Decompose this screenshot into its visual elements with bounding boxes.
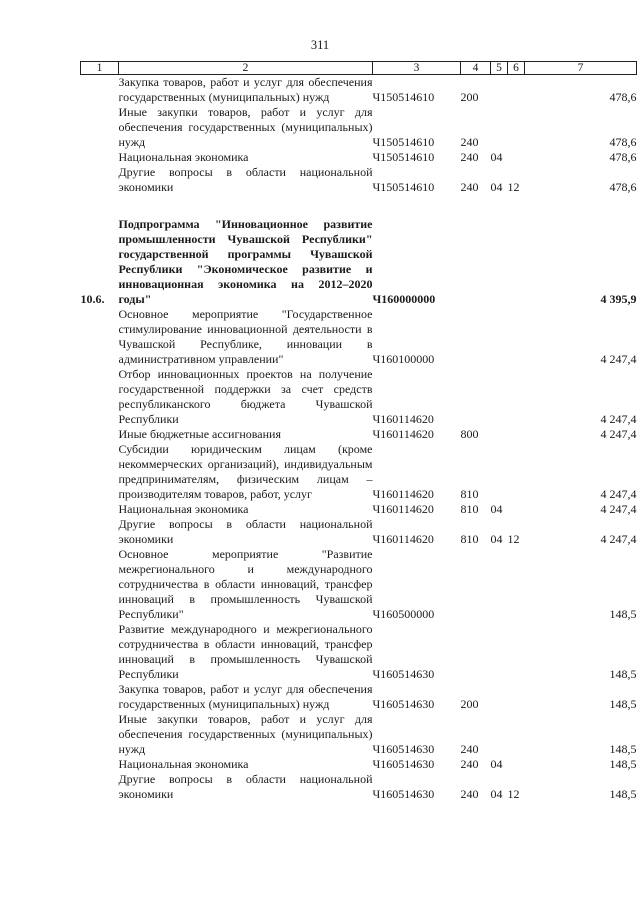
expense-type: 240 <box>460 135 479 149</box>
amount: 478,6 <box>609 90 637 104</box>
section <box>491 217 508 307</box>
amount: 4 247,4 <box>600 502 637 516</box>
table-row <box>81 502 637 517</box>
target-code: Ч160000000 <box>372 292 436 306</box>
target-code: Ч150514610 <box>372 135 435 149</box>
section <box>491 307 508 367</box>
item-name: Иные закупки товаров, работ и услуг для обеспечения государственных (муниципальных) нужд <box>118 712 373 756</box>
expense-type: 240 <box>460 742 479 756</box>
expense-type: 200 <box>460 697 479 711</box>
section <box>491 427 508 442</box>
table-row <box>81 75 637 106</box>
subsection: 12 <box>507 532 520 546</box>
expense-type: 810 <box>460 502 479 516</box>
target-code: Ч160114620 <box>372 532 434 546</box>
item-number <box>81 105 119 150</box>
target-code: Ч150514610 <box>372 90 435 104</box>
item-number <box>81 165 119 195</box>
subsection <box>508 757 525 772</box>
amount: 4 247,4 <box>600 352 637 366</box>
section <box>491 75 508 106</box>
section <box>491 622 508 682</box>
amount: 148,5 <box>609 742 637 756</box>
subsection: 12 <box>507 787 520 801</box>
column-header: 5 <box>491 62 508 75</box>
table-row <box>81 442 637 502</box>
item-name: Основное мероприятие "Развитие межрегионального и международного сотрудничества в области инноваций, трансфер инноваций в промышленность Чувашской Республики" <box>118 547 373 621</box>
column-header: 3 <box>373 62 461 75</box>
section: 04 <box>490 180 503 194</box>
table-row <box>81 757 637 772</box>
item-number: 10.6. <box>80 292 105 306</box>
subsection <box>508 105 525 150</box>
item-number <box>81 682 119 712</box>
table-row <box>81 712 637 757</box>
subsection <box>508 307 525 367</box>
subsection <box>508 712 525 757</box>
amount: 478,6 <box>609 180 637 194</box>
subsection <box>508 217 525 307</box>
amount: 4 247,4 <box>600 487 637 501</box>
amount: 148,5 <box>609 607 637 621</box>
section <box>491 682 508 712</box>
table-row <box>81 105 637 150</box>
item-name: Основное мероприятие "Государственное стимулирование инновационной деятельности в Чувашской Республике, инновации в административном управлении" <box>118 307 373 366</box>
expense-type <box>461 307 491 367</box>
item-name: Закупка товаров, работ и услуг для обеспечения государственных (муниципальных) нужд <box>118 682 373 711</box>
amount: 478,6 <box>609 150 637 164</box>
expense-type: 240 <box>460 787 479 801</box>
target-code: Ч160514630 <box>372 667 435 681</box>
amount: 148,5 <box>609 667 637 681</box>
amount: 478,6 <box>609 135 637 149</box>
subsection <box>508 502 525 517</box>
table-row <box>81 547 637 622</box>
item-number <box>81 547 119 622</box>
item-number <box>81 75 119 106</box>
target-code: Ч160114620 <box>372 502 434 516</box>
expense-type <box>461 547 491 622</box>
item-name: Другие вопросы в области национальной экономики <box>118 517 373 546</box>
target-code: Ч160114620 <box>372 412 434 426</box>
expense-type <box>461 622 491 682</box>
item-name: Национальная экономика <box>118 150 249 164</box>
table-row <box>81 427 637 442</box>
item-number <box>81 307 119 367</box>
spacer-cell <box>81 195 637 217</box>
table-row <box>81 307 637 367</box>
table-row <box>81 150 637 165</box>
subsection <box>508 622 525 682</box>
item-name: Отбор инновационных проектов на получение государственной поддержки за счет средств республиканского бюджета Чувашской Республики <box>118 367 373 426</box>
target-code: Ч150514610 <box>372 180 435 194</box>
target-code: Ч160514630 <box>372 787 435 801</box>
table-row <box>81 217 637 307</box>
amount: 148,5 <box>609 757 637 771</box>
target-code: Ч160114620 <box>372 487 434 501</box>
subsection <box>508 75 525 106</box>
item-name: Национальная экономика <box>118 502 249 516</box>
target-code: Ч160100000 <box>372 352 435 366</box>
item-number <box>81 502 119 517</box>
section <box>491 547 508 622</box>
amount: 4 247,4 <box>600 532 637 546</box>
amount: 4 247,4 <box>600 427 637 441</box>
item-number <box>81 442 119 502</box>
item-name: Подпрограмма "Инновационное развитие промышленности Чувашской Республики" государственной программы Чувашской Республики "Экономическое развитие и инновационная экономика на 2012–2020 годы" <box>118 217 373 306</box>
subsection: 12 <box>507 180 520 194</box>
column-header: 1 <box>81 62 119 75</box>
section: 04 <box>490 532 503 546</box>
item-number <box>81 427 119 442</box>
target-code: Ч160514630 <box>372 697 435 711</box>
amount: 148,5 <box>609 787 637 801</box>
table-row <box>81 517 637 547</box>
target-code: Ч160114620 <box>372 427 434 441</box>
column-header: 6 <box>508 62 525 75</box>
subsection <box>508 427 525 442</box>
expense-type: 810 <box>460 487 479 501</box>
section <box>491 442 508 502</box>
budget-table <box>80 61 637 802</box>
column-header: 7 <box>525 62 637 75</box>
item-number <box>81 150 119 165</box>
item-name: Другие вопросы в области национальной экономики <box>118 165 373 194</box>
item-number <box>81 517 119 547</box>
item-number <box>81 712 119 757</box>
target-code: Ч160514630 <box>372 742 435 756</box>
column-header-row <box>81 62 637 75</box>
item-name: Субсидии юридическим лицам (кроме некоммерческих организаций), индивидуальным предпринимателям, физическим лицам – производителям товаров, работ, услуг <box>118 442 373 501</box>
subsection <box>508 442 525 502</box>
section <box>491 367 508 427</box>
item-name: Иные бюджетные ассигнования <box>118 427 281 441</box>
subsection <box>508 367 525 427</box>
column-header: 4 <box>461 62 491 75</box>
expense-type <box>461 367 491 427</box>
expense-type: 200 <box>460 90 479 104</box>
expense-type: 240 <box>460 757 479 771</box>
amount: 148,5 <box>609 697 637 711</box>
expense-type: 800 <box>460 427 479 441</box>
item-name: Развитие международного и межрегионального сотрудничества в области инноваций, трансфер инноваций в промышленность Чувашской Республики <box>118 622 373 681</box>
page-number: 311 <box>310 38 330 52</box>
subsection <box>508 150 525 165</box>
section <box>491 712 508 757</box>
target-code: Ч160514630 <box>372 757 435 771</box>
expense-type: 240 <box>460 150 479 164</box>
section: 04 <box>490 757 503 771</box>
section: 04 <box>490 787 503 801</box>
column-header: 2 <box>119 62 373 75</box>
section: 04 <box>490 150 503 164</box>
expense-type: 810 <box>460 532 479 546</box>
table-row <box>81 165 637 195</box>
expense-type <box>461 217 491 307</box>
target-code: Ч150514610 <box>372 150 435 164</box>
item-number <box>81 757 119 772</box>
spacer-row <box>81 195 637 217</box>
table-row <box>81 367 637 427</box>
section <box>491 105 508 150</box>
item-name: Иные закупки товаров, работ и услуг для обеспечения государственных (муниципальных) нужд <box>118 105 373 149</box>
table-body <box>81 75 637 803</box>
item-name: Национальная экономика <box>118 757 249 771</box>
item-number <box>81 367 119 427</box>
amount: 4 247,4 <box>600 412 637 426</box>
expense-type: 240 <box>460 180 479 194</box>
section: 04 <box>490 502 503 516</box>
target-code: Ч160500000 <box>372 607 435 621</box>
table-row <box>81 772 637 802</box>
amount: 4 395,9 <box>600 292 637 306</box>
table-row <box>81 682 637 712</box>
item-name: Закупка товаров, работ и услуг для обеспечения государственных (муниципальных) нужд <box>118 75 373 104</box>
item-name: Другие вопросы в области национальной экономики <box>118 772 373 801</box>
item-number <box>81 772 119 802</box>
subsection <box>508 547 525 622</box>
table-row <box>81 622 637 682</box>
item-number <box>81 622 119 682</box>
subsection <box>508 682 525 712</box>
